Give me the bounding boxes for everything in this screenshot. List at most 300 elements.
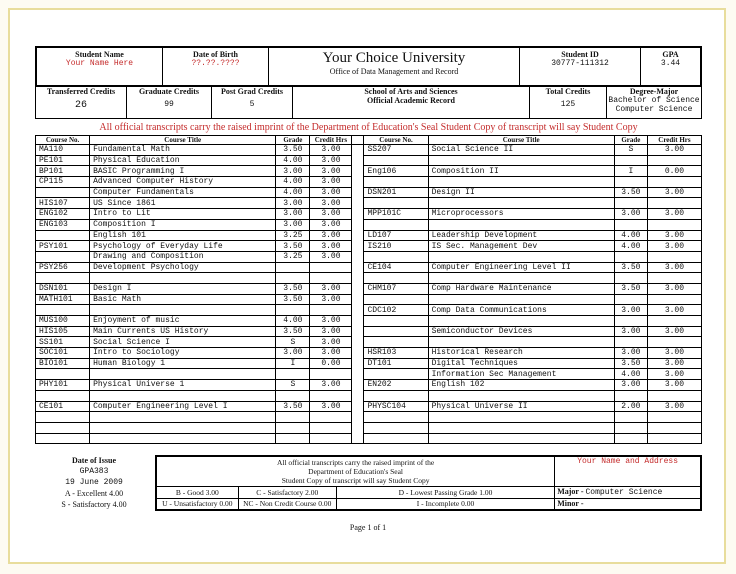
col-credit-hrs: Credit Hrs — [310, 136, 352, 145]
course-title-right-cell — [428, 390, 614, 401]
transferred-cell — [36, 85, 127, 119]
grade-d: D - Lowest Passing Grade 1.00 — [336, 486, 554, 498]
course-title-right-cell — [428, 177, 614, 188]
course-no-right-cell: PHYSC104 — [364, 401, 428, 412]
column-gap — [352, 294, 364, 305]
course-no-cell: SS101 — [36, 337, 90, 348]
grade-cell: 3.50 — [276, 241, 310, 252]
credit-hrs-right-cell: 3.00 — [647, 187, 701, 198]
transferred-value: 26 — [74, 100, 87, 111]
table-row — [36, 412, 702, 423]
course-no-right-cell: EN202 — [364, 380, 428, 391]
grade-cell: S — [276, 380, 310, 391]
grade-cell: 3.50 — [276, 294, 310, 305]
table-row — [36, 262, 702, 273]
column-gap — [352, 305, 364, 316]
col-course-no: Course No. — [36, 136, 90, 145]
table-row — [36, 198, 702, 209]
column-gap — [352, 369, 364, 380]
course-no-cell: BIO101 — [36, 358, 90, 369]
major-cell — [555, 486, 701, 498]
credit-hrs-right-cell: 3.00 — [647, 209, 701, 220]
course-no-right-cell — [364, 198, 428, 209]
course-title-right-cell: Physical Universe II — [428, 401, 614, 412]
course-title-cell: Main Currents US History — [90, 326, 276, 337]
credit-hrs-cell: 3.00 — [310, 209, 352, 220]
grade-cell: 3.00 — [276, 166, 310, 177]
course-title-cell: Human Biology 1 — [90, 358, 276, 369]
grade-right-cell: 4.00 — [614, 230, 647, 241]
course-title-cell — [90, 305, 276, 316]
credit-hrs-right-cell: 3.00 — [647, 380, 701, 391]
column-gap — [352, 241, 364, 252]
col-course-no-right: Course No. — [364, 136, 428, 145]
credit-hrs-cell — [310, 422, 352, 433]
course-no-right-cell — [364, 273, 428, 284]
course-title-cell: Physical Universe 1 — [90, 380, 276, 391]
course-no-right-cell: CHM107 — [364, 283, 428, 294]
credit-hrs-right-cell — [647, 273, 701, 284]
credit-hrs-right-cell — [647, 198, 701, 209]
course-no-right-cell — [364, 422, 428, 433]
grade-cell: 3.50 — [276, 326, 310, 337]
course-title-cell: Psychology of Everyday Life — [90, 241, 276, 252]
table-row — [36, 369, 702, 380]
course-title-right-cell: Leadership Development — [428, 230, 614, 241]
credit-hrs-right-cell — [647, 219, 701, 230]
table-row — [36, 337, 702, 348]
credit-hrs-cell: 3.00 — [310, 219, 352, 230]
column-gap — [352, 348, 364, 359]
issue-date: 19 June 2009 — [65, 478, 123, 487]
col-grade: Grade — [276, 136, 310, 145]
grade-right-cell: 3.00 — [614, 326, 647, 337]
course-title-right-cell: Information Sec Management — [428, 369, 614, 380]
col-gap — [352, 136, 364, 145]
col-grade-right: Grade — [614, 136, 647, 145]
column-gap — [352, 209, 364, 220]
course-no-right-cell: CE104 — [364, 262, 428, 273]
course-title-right-cell: English 102 — [428, 380, 614, 391]
transferred-label: Transferred Credits — [46, 87, 116, 96]
table-row — [36, 358, 702, 369]
course-no-cell: PSY256 — [36, 262, 90, 273]
course-no-right-cell — [364, 412, 428, 423]
grade-right-cell: 3.50 — [614, 187, 647, 198]
course-no-cell — [36, 187, 90, 198]
course-title-right-cell — [428, 251, 614, 262]
grade-cell — [276, 412, 310, 423]
course-no-right-cell — [364, 219, 428, 230]
table-row — [36, 401, 702, 412]
table-row — [36, 422, 702, 433]
table-row — [36, 187, 702, 198]
course-no-cell — [36, 230, 90, 241]
course-no-cell: CE101 — [36, 401, 90, 412]
table-row — [36, 230, 702, 241]
course-no-right-cell — [364, 177, 428, 188]
course-no-cell: MUS100 — [36, 316, 90, 327]
column-gap — [352, 273, 364, 284]
course-no-right-cell — [364, 369, 428, 380]
table-row — [36, 166, 702, 177]
grade-right-cell: 3.50 — [614, 283, 647, 294]
credit-hrs-cell: 3.00 — [310, 283, 352, 294]
course-no-cell: MA110 — [36, 145, 90, 156]
grade-b: B - Good 3.00 — [156, 486, 238, 498]
credit-hrs-cell: 0.00 — [310, 358, 352, 369]
credit-hrs-right-cell: 3.00 — [647, 369, 701, 380]
grade-u: U - Unsatisfactory 0.00 — [156, 498, 238, 510]
course-title-right-cell — [428, 219, 614, 230]
grade-cell: 3.25 — [276, 230, 310, 241]
student-name-label: Student Name — [75, 50, 124, 59]
course-no-cell: PHY101 — [36, 380, 90, 391]
student-id-value: 30777-111312 — [551, 59, 609, 68]
seal-note-2: Department of Education's Seal — [308, 466, 404, 476]
course-title-cell: English 101 — [90, 230, 276, 241]
table-row — [36, 433, 702, 444]
column-gap — [352, 155, 364, 166]
column-gap — [352, 262, 364, 273]
column-gap — [352, 412, 364, 423]
credit-hrs-cell: 3.00 — [310, 316, 352, 327]
credit-hrs-right-cell — [647, 155, 701, 166]
grade-cell: 4.00 — [276, 316, 310, 327]
grade-cell — [276, 262, 310, 273]
gpa-cell — [641, 47, 702, 86]
grade-right-cell: S — [614, 145, 647, 156]
credit-hrs-cell: 3.00 — [310, 251, 352, 262]
grade-cell: S — [276, 337, 310, 348]
course-no-right-cell — [364, 251, 428, 262]
course-no-right-cell: SS207 — [364, 145, 428, 156]
total-value: 125 — [560, 100, 576, 109]
column-gap — [352, 187, 364, 198]
course-title-cell — [90, 412, 276, 423]
course-no-cell: PE101 — [36, 155, 90, 166]
grade-excellent: A - Excellent 4.00 — [64, 489, 124, 498]
grade-c: C - Satisfactory 2.00 — [238, 486, 336, 498]
grade-cell: 3.50 — [276, 283, 310, 294]
course-title-cell: BASIC Programming I — [90, 166, 276, 177]
total-label: Total Credits — [545, 87, 591, 96]
column-gap — [352, 251, 364, 262]
grade-cell: I — [276, 358, 310, 369]
credit-hrs-cell: 3.00 — [310, 380, 352, 391]
course-title-cell: US Since 1861 — [90, 198, 276, 209]
course-no-cell: ENG102 — [36, 209, 90, 220]
credit-hrs-cell: 3.00 — [310, 155, 352, 166]
major-label: Major - — [557, 487, 586, 496]
issue-code: GPA383 — [79, 467, 109, 476]
gpa-value: 3.44 — [660, 59, 681, 68]
graduate-value: 99 — [164, 100, 174, 109]
grade-legend-table — [155, 455, 702, 511]
credit-hrs-right-cell — [647, 337, 701, 348]
grade-right-cell — [614, 294, 647, 305]
credit-hrs-cell — [310, 369, 352, 380]
school-cell — [293, 85, 530, 119]
course-no-right-cell: HSR103 — [364, 348, 428, 359]
grade-right-cell — [614, 390, 647, 401]
course-title-right-cell: Design II — [428, 187, 614, 198]
course-no-right-cell — [364, 155, 428, 166]
course-title-cell: Development Psychology — [90, 262, 276, 273]
grade-cell: 3.50 — [276, 401, 310, 412]
seal-notice: All official transcripts carry the raised imprint of the Department of Education's Seal Student Copy of transcript will say Student Copy — [99, 122, 638, 133]
credit-hrs-right-cell: 3.00 — [647, 358, 701, 369]
table-row — [36, 326, 702, 337]
grade-right-cell: 2.00 — [614, 401, 647, 412]
page-number: Page 1 of 1 — [349, 523, 387, 532]
course-title-cell — [90, 433, 276, 444]
column-gap — [352, 380, 364, 391]
grade-cell: 3.00 — [276, 219, 310, 230]
course-title-cell: Fundamental Math — [90, 145, 276, 156]
table-row — [36, 251, 702, 262]
course-no-cell — [36, 369, 90, 380]
credit-hrs-right-cell: 0.00 — [647, 166, 701, 177]
grade-right-cell — [614, 219, 647, 230]
credit-hrs-cell: 3.00 — [310, 230, 352, 241]
course-no-cell: PSY101 — [36, 241, 90, 252]
course-no-cell — [36, 412, 90, 423]
course-title-cell: Advanced Computer History — [90, 177, 276, 188]
credit-hrs-right-cell — [647, 177, 701, 188]
grade-nc: NC - Non Credit Course 0.00 — [238, 498, 336, 510]
grade-right-cell — [614, 251, 647, 262]
grade-right-cell — [614, 198, 647, 209]
course-table-header — [36, 136, 702, 145]
column-gap — [352, 316, 364, 327]
credit-hrs-cell: 3.00 — [310, 401, 352, 412]
credit-hrs-cell — [310, 273, 352, 284]
course-title-cell: Social Science I — [90, 337, 276, 348]
credit-hrs-right-cell — [647, 412, 701, 423]
credits-row — [35, 85, 702, 119]
credit-hrs-cell — [310, 262, 352, 273]
course-title-right-cell — [428, 155, 614, 166]
grade-cell: 4.00 — [276, 155, 310, 166]
dob-cell — [163, 47, 269, 86]
credit-hrs-cell — [310, 433, 352, 444]
minor-label: Minor - — [557, 499, 584, 509]
credit-hrs-right-cell — [647, 422, 701, 433]
course-no-right-cell — [364, 433, 428, 444]
credit-hrs-right-cell: 3.00 — [647, 145, 701, 156]
grade-right-cell: 4.00 — [614, 241, 647, 252]
course-no-right-cell: Eng106 — [364, 166, 428, 177]
course-no-cell — [36, 390, 90, 401]
course-title-right-cell — [428, 433, 614, 444]
grade-cell — [276, 305, 310, 316]
student-name-cell — [36, 47, 163, 86]
col-credit-hrs-right: Credit Hrs — [647, 136, 701, 145]
table-row — [36, 380, 702, 391]
course-no-cell — [36, 433, 90, 444]
degree-value: Bachelor of Science — [608, 96, 700, 105]
credit-hrs-right-cell: 3.00 — [647, 230, 701, 241]
course-title-cell: Composition I — [90, 219, 276, 230]
credit-hrs-right-cell — [647, 251, 701, 262]
course-title-cell — [90, 273, 276, 284]
table-row — [36, 145, 702, 156]
course-no-right-cell: CDC102 — [364, 305, 428, 316]
credit-hrs-cell: 3.00 — [310, 337, 352, 348]
minor-cell — [555, 498, 701, 510]
grade-right-cell: 3.50 — [614, 262, 647, 273]
grade-satisfactory: S - Satisfactory 4.00 — [61, 500, 127, 509]
grade-cell — [276, 273, 310, 284]
column-gap — [352, 177, 364, 188]
postgrad-value: 5 — [249, 100, 255, 109]
grade-cell — [276, 422, 310, 433]
column-gap — [352, 166, 364, 177]
student-id-label: Student ID — [561, 50, 599, 59]
credit-hrs-right-cell: 3.00 — [647, 305, 701, 316]
column-gap — [352, 401, 364, 412]
credit-hrs-cell: 3.00 — [310, 166, 352, 177]
grade-cell: 4.00 — [276, 177, 310, 188]
credit-hrs-cell: 3.00 — [310, 187, 352, 198]
dob-value: ??.??.???? — [191, 59, 240, 68]
course-no-cell — [36, 422, 90, 433]
course-no-right-cell — [364, 316, 428, 327]
course-title-right-cell — [428, 294, 614, 305]
issue-label: Date of Issue — [72, 456, 116, 465]
table-row — [36, 390, 702, 401]
course-table — [35, 135, 702, 444]
course-no-right-cell — [364, 326, 428, 337]
dob-label: Date of Birth — [193, 50, 238, 59]
gpa-label: GPA — [662, 50, 679, 59]
credit-hrs-cell: 3.00 — [310, 241, 352, 252]
grade-right-cell — [614, 316, 647, 327]
credit-hrs-right-cell — [647, 390, 701, 401]
grade-right-cell — [614, 273, 647, 284]
table-row — [36, 155, 702, 166]
grade-right-cell: 3.50 — [614, 358, 647, 369]
course-no-cell: CP115 — [36, 177, 90, 188]
grade-cell: 4.00 — [276, 187, 310, 198]
course-title-right-cell: IS Sec. Management Dev — [428, 241, 614, 252]
university-name: Your Choice University — [322, 50, 466, 66]
course-title-cell: Design I — [90, 283, 276, 294]
table-row — [36, 241, 702, 252]
course-title-right-cell — [428, 198, 614, 209]
course-title-right-cell: Social Science II — [428, 145, 614, 156]
course-title-cell: Intro to Lit — [90, 209, 276, 220]
course-title-cell — [90, 390, 276, 401]
course-title-cell — [90, 422, 276, 433]
grade-cell: 3.50 — [276, 145, 310, 156]
course-title-right-cell: Microprocessors — [428, 209, 614, 220]
column-gap — [352, 198, 364, 209]
course-no-cell — [36, 251, 90, 262]
table-row — [36, 294, 702, 305]
column-gap — [352, 433, 364, 444]
credit-hrs-right-cell — [647, 433, 701, 444]
table-row — [36, 219, 702, 230]
name-address-cell — [555, 456, 701, 486]
school-name: School of Arts and Sciences — [364, 87, 458, 96]
col-course-title-right: Course Title — [428, 136, 614, 145]
course-no-right-cell — [364, 337, 428, 348]
course-title-right-cell — [428, 337, 614, 348]
column-gap — [352, 230, 364, 241]
course-title-right-cell — [428, 412, 614, 423]
course-no-cell — [36, 305, 90, 316]
course-title-cell: Physical Education — [90, 155, 276, 166]
course-no-right-cell: DT101 — [364, 358, 428, 369]
col-course-title: Course Title — [90, 136, 276, 145]
course-title-right-cell: Historical Research — [428, 348, 614, 359]
course-no-right-cell — [364, 294, 428, 305]
table-row — [36, 273, 702, 284]
column-gap — [352, 422, 364, 433]
postgrad-label: Post Grad Credits — [220, 87, 284, 96]
seal-note-1: All official transcripts carry the raised imprint of the — [276, 457, 435, 467]
credit-hrs-right-cell — [647, 294, 701, 305]
graduate-cell — [127, 85, 212, 119]
degree-cell — [607, 85, 702, 119]
grade-cell — [276, 369, 310, 380]
seal-note-cell — [156, 456, 555, 486]
course-title-right-cell: Semiconductor Devices — [428, 326, 614, 337]
course-title-right-cell — [428, 273, 614, 284]
grade-right-cell — [614, 422, 647, 433]
grade-right-cell: 4.00 — [614, 369, 647, 380]
course-title-cell: Computer Engineering Level I — [90, 401, 276, 412]
credit-hrs-right-cell: 3.00 — [647, 241, 701, 252]
course-title-cell: Computer Fundamentals — [90, 187, 276, 198]
credit-hrs-cell: 3.00 — [310, 326, 352, 337]
grade-right-cell — [614, 412, 647, 423]
total-cell — [530, 85, 607, 119]
column-gap — [352, 145, 364, 156]
credit-hrs-cell — [310, 390, 352, 401]
postgrad-cell — [212, 85, 293, 119]
major-text: Computer Science — [585, 488, 663, 497]
course-title-right-cell: Composition II — [428, 166, 614, 177]
seal-note-3: Student Copy of transcript will say Student Copy — [281, 475, 430, 485]
credit-hrs-right-cell: 3.00 — [647, 326, 701, 337]
university-cell — [269, 47, 520, 86]
graduate-label: Graduate Credits — [138, 87, 200, 96]
grade-right-cell — [614, 177, 647, 188]
credit-hrs-cell — [310, 412, 352, 423]
column-gap — [352, 390, 364, 401]
course-title-right-cell: Digital Techniques — [428, 358, 614, 369]
course-title-right-cell: Computer Engineering Level II — [428, 262, 614, 273]
grade-cell — [276, 390, 310, 401]
credit-hrs-cell: 3.00 — [310, 348, 352, 359]
grade-right-cell: 3.00 — [614, 209, 647, 220]
table-row — [36, 348, 702, 359]
credit-hrs-cell: 3.00 — [310, 145, 352, 156]
course-title-right-cell — [428, 316, 614, 327]
issue-block — [35, 455, 153, 510]
course-no-right-cell: DSN201 — [364, 187, 428, 198]
course-no-right-cell: LD107 — [364, 230, 428, 241]
course-no-cell: HIS107 — [36, 198, 90, 209]
course-title-right-cell — [428, 422, 614, 433]
course-no-cell: ENG103 — [36, 219, 90, 230]
column-gap — [352, 358, 364, 369]
course-no-right-cell — [364, 390, 428, 401]
table-row — [36, 305, 702, 316]
